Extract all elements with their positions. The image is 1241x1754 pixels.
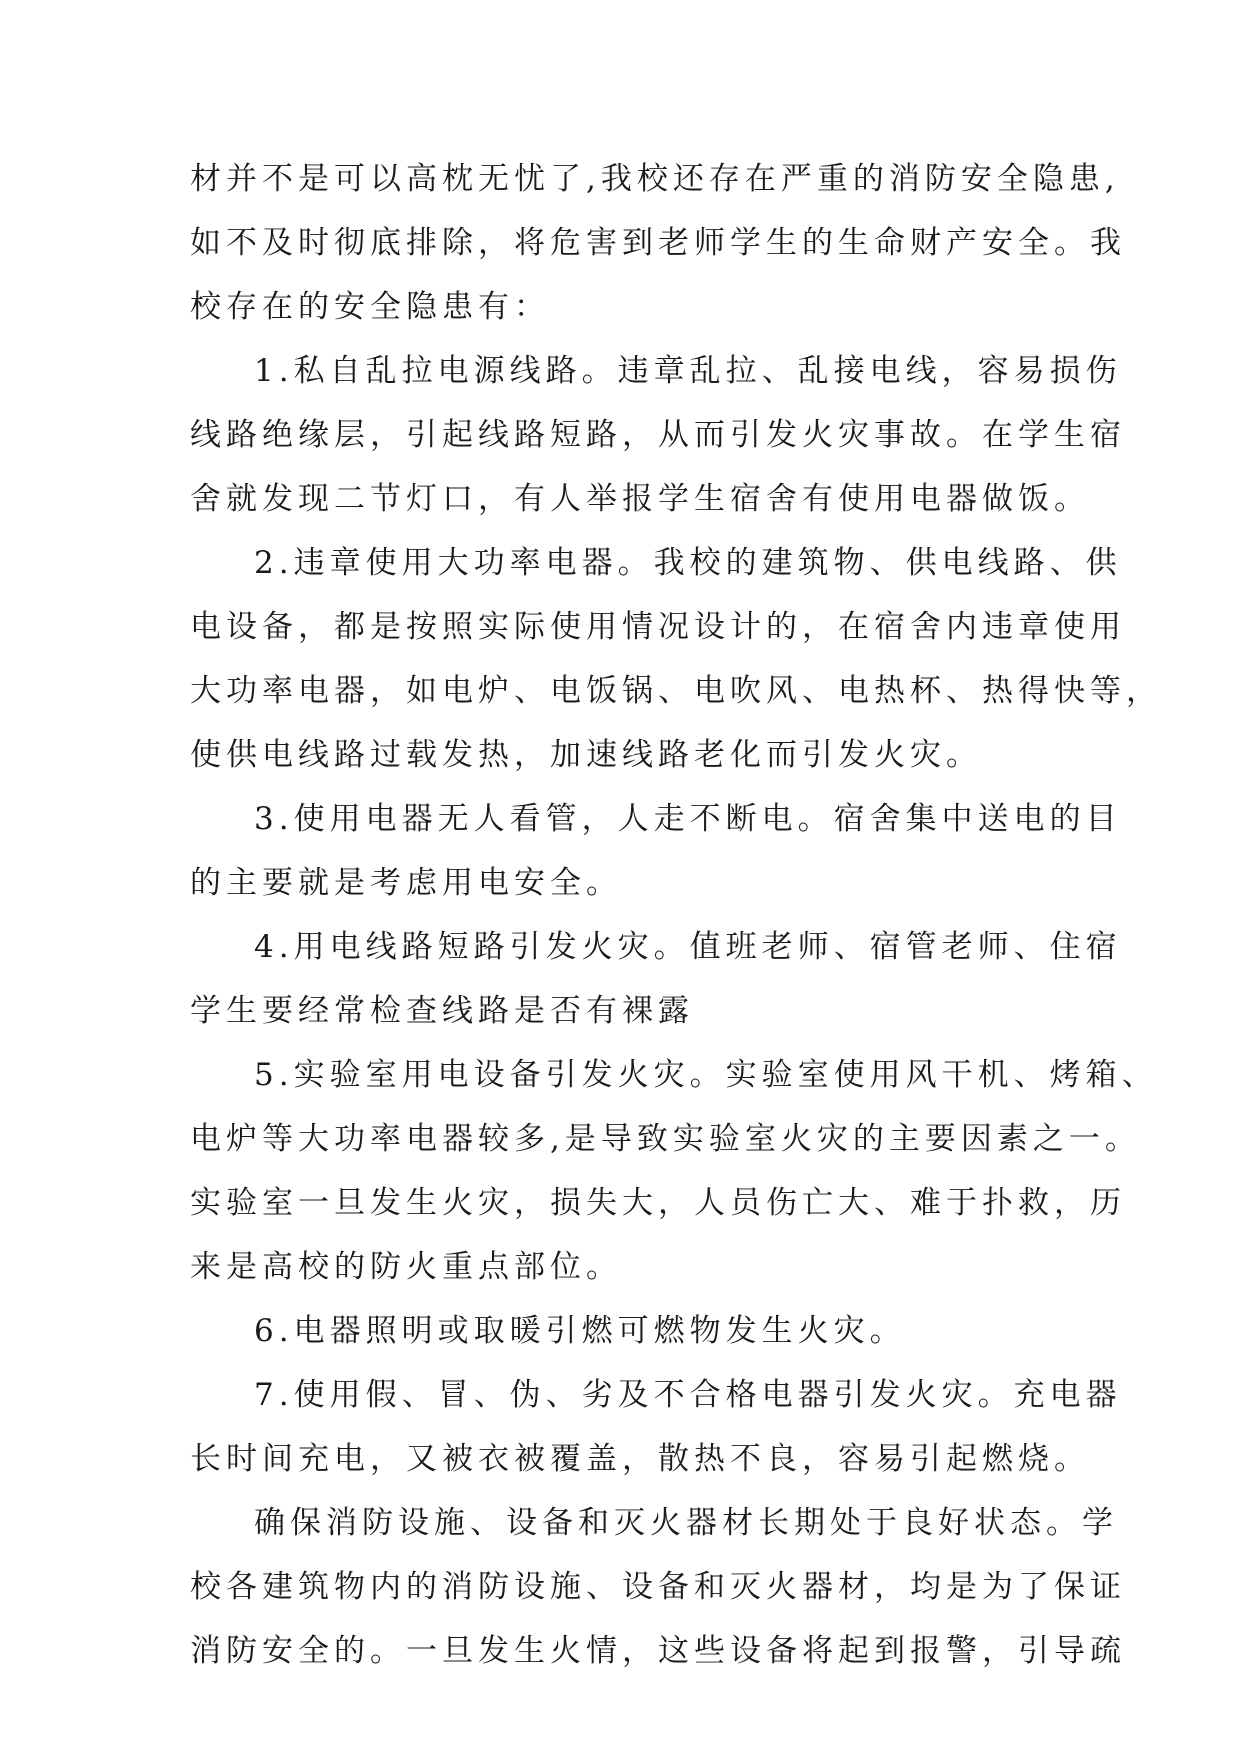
- list-item-4-line: 4.用电线路短路引发火灾。值班老师、宿管老师、住宿: [254, 929, 1122, 965]
- text-line: 材并不是可以高枕无忧了,我校还存在严重的消防安全隐患,: [190, 161, 1120, 197]
- text-line: 大功率电器，如电炉、电饭锅、电吹风、电热杯、热得快等，: [190, 673, 1162, 709]
- body-text: [190, 160, 1162, 1696]
- text-line: 来是高校的防火重点部位。: [190, 1249, 622, 1285]
- text-line: 使供电线路过载发热，加速线路老化而引发火灾。: [190, 737, 982, 773]
- text-line: 实验室一旦发生火灾，损失大，人员伤亡大、难于扑救，历: [190, 1185, 1126, 1221]
- text-line: 校各建筑物内的消防设施、设备和灭火器材，均是为了保证: [190, 1569, 1126, 1605]
- list-item-5-line: 5.实验室用电设备引发火灾。实验室使用风干机、烤箱、: [254, 1057, 1158, 1093]
- text-line: 如不及时彻底排除，将危害到老师学生的生命财产安全。我: [190, 225, 1126, 261]
- text-line: 校存在的安全隐患有：: [190, 289, 550, 325]
- list-item-7-line: 7.使用假、冒、伪、劣及不合格电器引发火灾。充电器: [254, 1377, 1122, 1413]
- list-item-6-line: 6.电器照明或取暖引燃可燃物发生火灾。: [254, 1313, 906, 1349]
- list-item-3-line: 3.使用电器无人看管，人走不断电。宿舍集中送电的目: [254, 801, 1122, 837]
- text-line: 线路绝缘层，引起线路短路，从而引发火灾事故。在学生宿: [190, 417, 1126, 453]
- text-line: 电炉等大功率电器较多,是导致实验室火灾的主要因素之一。: [190, 1121, 1141, 1157]
- list-item-1-line: 1.私自乱拉电源线路。违章乱拉、乱接电线，容易损伤: [254, 353, 1122, 389]
- paragraph-start-line: 确保消防设施、设备和灭火器材长期处于良好状态。学: [254, 1505, 1118, 1541]
- text-line: 电设备，都是按照实际使用情况设计的，在宿舍内违章使用: [190, 609, 1126, 645]
- text-line: 学生要经常检查线路是否有裸露: [190, 993, 694, 1029]
- text-line: 消防安全的。一旦发生火情，这些设备将起到报警，引导疏: [190, 1633, 1126, 1669]
- list-item-2-line: 2.违章使用大功率电器。我校的建筑物、供电线路、供: [254, 545, 1122, 581]
- text-line: 的主要就是考虑用电安全。: [190, 865, 622, 901]
- text-line: 舍就发现二节灯口，有人举报学生宿舍有使用电器做饭。: [190, 481, 1090, 517]
- text-line: 长时间充电，又被衣被覆盖，散热不良，容易引起燃烧。: [190, 1441, 1090, 1477]
